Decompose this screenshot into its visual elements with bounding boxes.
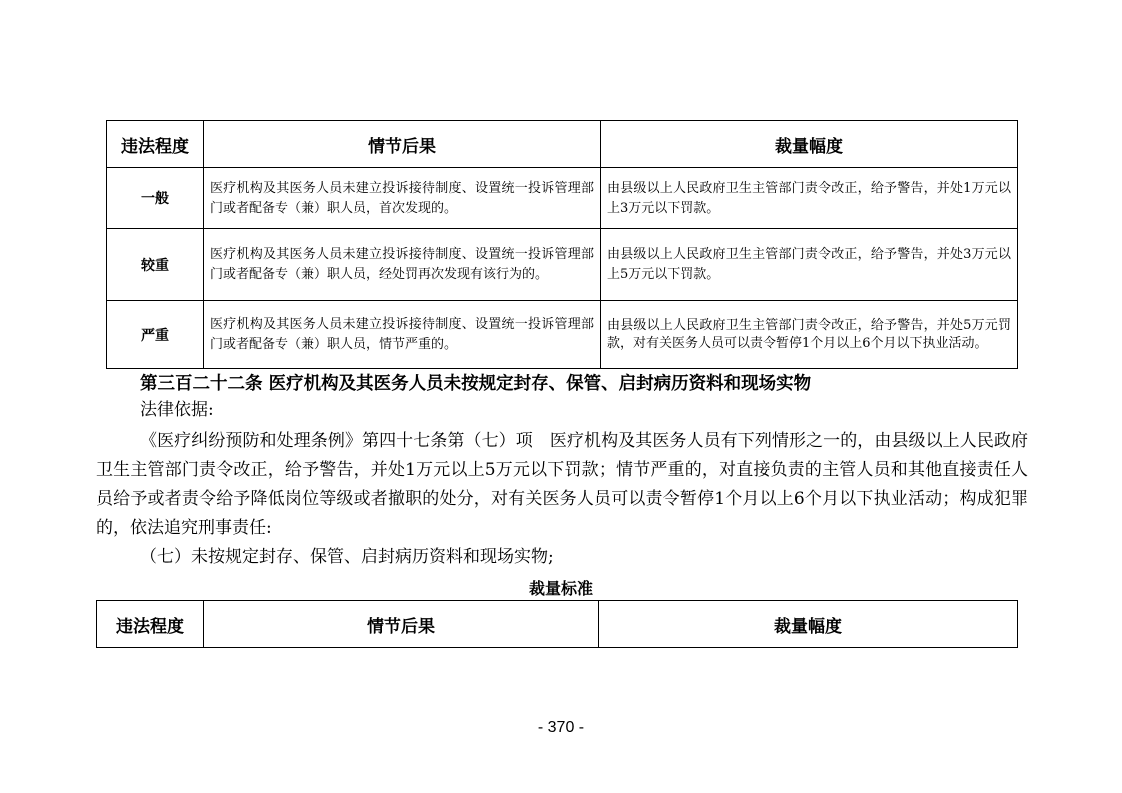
header-penalty-range: 裁量幅度 <box>601 121 1018 168</box>
article-title: 第三百二十二条 医疗机构及其医务人员未按规定封存、保管、启封病历资料和现场实物 <box>140 374 812 394</box>
penalty-cell: 由县级以上人民政府卫生主管部门责令改正，给予警告，并处5万元罚款，对有关医务人员可以责令暂停1个月以上6个月以下执业活动。 <box>601 301 1018 369</box>
circumstance-cell: 医疗机构及其医务人员未建立投诉接待制度、设置统一投诉管理部门或者配备专（兼）职人员，情节严重的。 <box>204 301 601 369</box>
page-number: - 370 - <box>537 719 585 736</box>
header-violation-degree: 违法程度 <box>97 601 204 648</box>
level-cell: 较重 <box>107 229 204 301</box>
level-cell: 严重 <box>107 301 204 369</box>
table-header-row <box>97 601 1018 648</box>
header-circumstance: 情节后果 <box>204 121 601 168</box>
clause-text: （七）未按规定封存、保管、启封病历资料和现场实物; <box>140 547 554 567</box>
legal-basis-label: 法律依据: <box>140 400 214 420</box>
circumstance-cell: 医疗机构及其医务人员未建立投诉接待制度、设置统一投诉管理部门或者配备专（兼）职人员，经处罚再次发现有该行为的。 <box>204 229 601 301</box>
circumstance-cell: 医疗机构及其医务人员未建立投诉接待制度、设置统一投诉管理部门或者配备专（兼）职人员，首次发现的。 <box>204 168 601 229</box>
table-row <box>107 229 1018 301</box>
table-row <box>107 301 1018 369</box>
penalty-table-article-321 <box>106 120 1018 369</box>
penalty-cell: 由县级以上人民政府卫生主管部门责令改正，给予警告，并处1万元以上3万元以下罚款。 <box>601 168 1018 229</box>
header-circumstance: 情节后果 <box>204 601 599 648</box>
standard-caption: 裁量标准 <box>528 579 593 598</box>
header-penalty-range: 裁量幅度 <box>599 601 1018 648</box>
table-row <box>107 168 1018 229</box>
legal-basis-text: 《医疗纠纷预防和处理条例》第四十七条第（七）项 医疗机构及其医务人员有下列情形之一的，由县级以上人民政府卫生主管部门责令改正，给予警告，并处1万元以上5万元以下罚款；情节严重的，对直接负责的主管人员和其他直接责任人员给予或者责令给予降低岗位等级或者撤职的处分，对有关医务人员可以责令暂停1个月以上6个月以下执业活动；构成犯罪的，依法追究刑事责任: <box>96 431 1028 538</box>
penalty-cell: 由县级以上人民政府卫生主管部门责令改正，给予警告，并处3万元以上5万元以下罚款。 <box>601 229 1018 301</box>
penalty-table-article-322 <box>96 600 1018 648</box>
level-cell: 一般 <box>107 168 204 229</box>
header-violation-degree: 违法程度 <box>107 121 204 168</box>
table-header-row <box>107 121 1018 168</box>
